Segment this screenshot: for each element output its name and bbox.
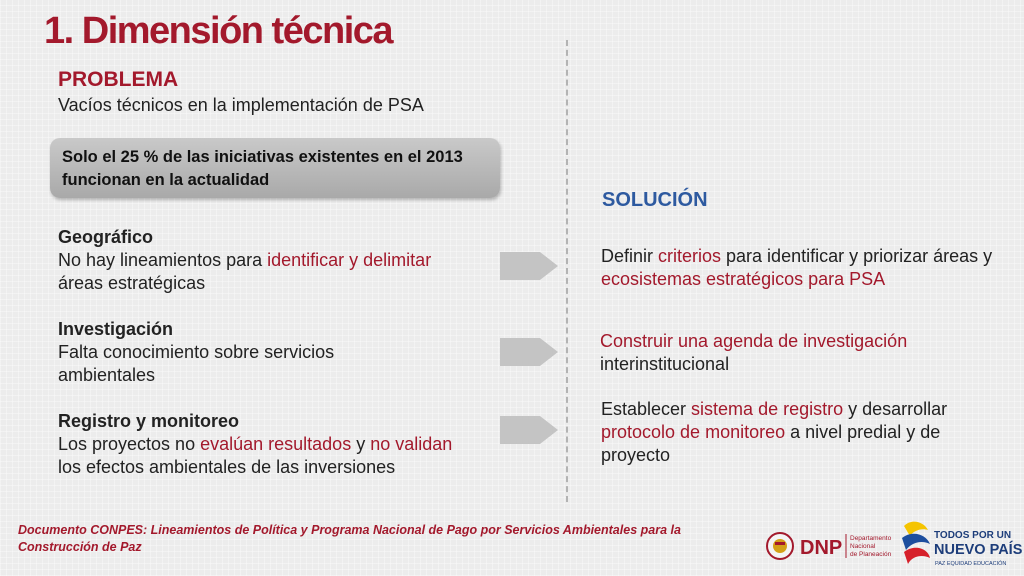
arrow-right-icon	[500, 248, 560, 284]
problem-item-text: Falta conocimiento sobre servicios ambientales	[58, 342, 335, 385]
solution-item-registro	[601, 398, 1011, 467]
highlight-span: Construir una agenda de investigación	[600, 331, 908, 351]
text-span: No hay lineamientos para	[58, 250, 268, 270]
dnp-logo	[766, 528, 892, 564]
problem-item-heading: Investigación	[58, 319, 174, 339]
dnp-line: de Planeación	[850, 551, 892, 558]
problem-heading: PROBLEMA	[58, 68, 179, 91]
center-divider	[566, 40, 568, 502]
text-span: para identificar y priorizar áreas y	[721, 246, 993, 266]
footer-source: Documento CONPES: Lineamientos de Política y Programa Nacional de Pago por Servicios Ambientales para la Construcción de Paz	[18, 523, 681, 554]
problem-item-registro	[58, 410, 458, 479]
text-span: y desarrollar	[843, 399, 948, 419]
problem-item-text	[58, 249, 458, 295]
text-span: Establecer	[601, 399, 692, 419]
slide-title: 1. Dimensión técnica	[44, 10, 393, 52]
highlight-span: identificar y delimitar	[267, 250, 432, 270]
highlight-span: criterios	[658, 246, 722, 266]
highlight-span: no validan	[370, 434, 453, 454]
problem-item-heading: Geográfico	[58, 227, 154, 247]
text-span: los efectos ambientales de las inversiones	[58, 457, 396, 477]
highlight-span: protocolo de monitoreo	[601, 422, 786, 442]
todos-por-un-nuevo-pais-logo	[898, 518, 1023, 570]
problem-subtitle: Vacíos técnicos en la implementación de PSA	[58, 95, 424, 115]
gov-line1: TODOS POR UN	[934, 530, 1012, 541]
highlight-span: evalúan resultados	[200, 434, 352, 454]
solution-heading: SOLUCIÓN	[602, 189, 708, 211]
text-span: Definir	[601, 246, 659, 266]
dnp-line: Nacional	[850, 543, 876, 550]
problem-item-heading: Registro y monitoreo	[58, 411, 240, 431]
solution-item-investigacion	[600, 330, 1000, 376]
colombia-seal-icon	[767, 533, 793, 559]
gov-line3: PAZ EQUIDAD EDUCACIÓN	[935, 561, 1007, 567]
text-span: áreas estratégicas	[58, 273, 206, 293]
dnp-line: Departamento	[850, 535, 892, 542]
text-span: a nivel predial y de proyecto	[601, 422, 941, 465]
arrow-right-icon	[500, 412, 560, 448]
text-span: Los proyectos no	[58, 434, 201, 454]
problem-item-investigacion	[58, 318, 418, 387]
text-span: interinstitucional	[600, 354, 730, 374]
highlight-span: ecosistemas estratégicos para PSA	[601, 269, 886, 289]
problem-item-text	[58, 433, 458, 479]
arrow-right-icon	[500, 334, 560, 370]
text-span: y	[351, 434, 371, 454]
highlight-span: sistema de registro	[691, 399, 844, 419]
problem-callout: Solo el 25 % de las iniciativas existentes en el 2013 funcionan en la actualidad	[50, 138, 500, 198]
dnp-letters: DNP	[800, 537, 843, 559]
problem-item-geografico	[58, 226, 458, 295]
solution-item-geografico	[601, 245, 1006, 291]
gov-line2: NUEVO PAÍS	[934, 542, 1023, 558]
